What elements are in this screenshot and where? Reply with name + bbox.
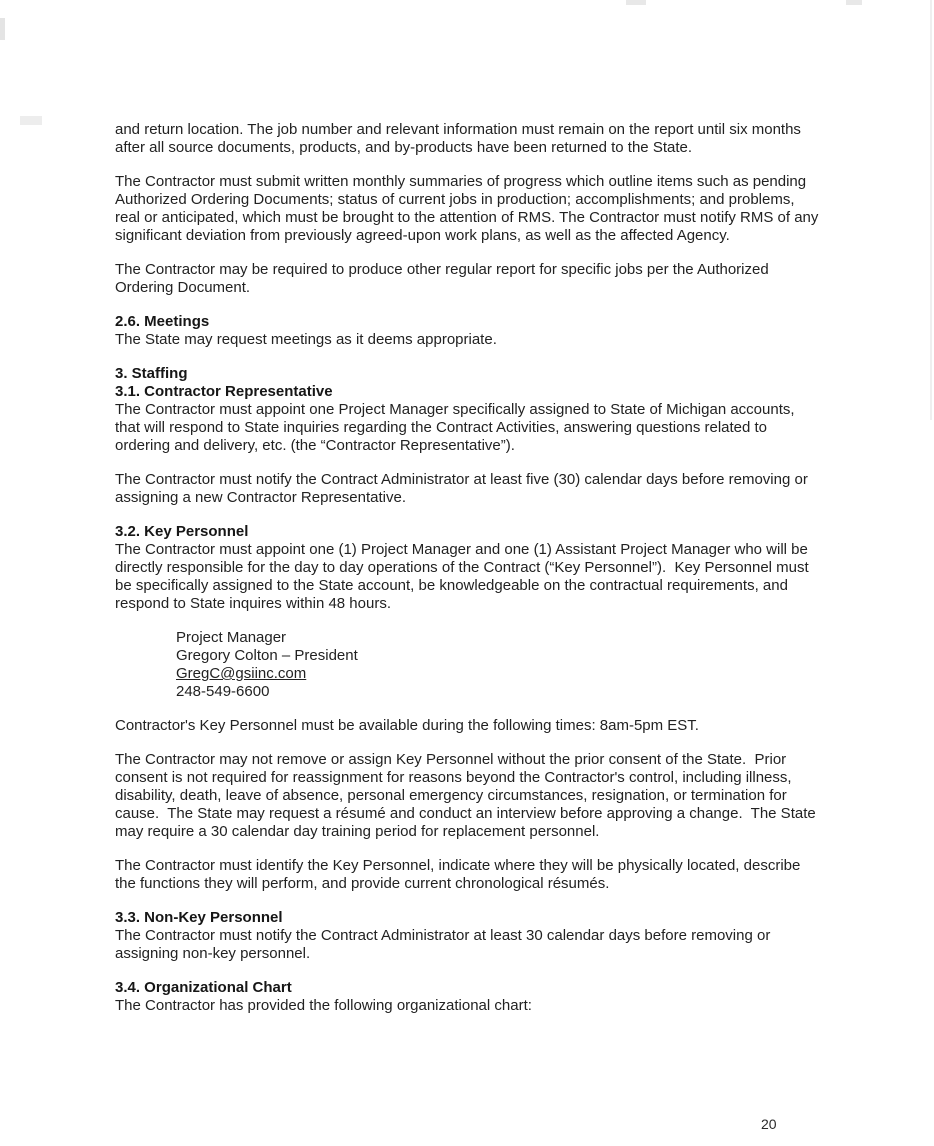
- paragraph: The Contractor must appoint one (1) Project Manager and one (1) Assistant Project Manager who will be directly responsible for the day to day operations of the Contract (“Key Personnel”). Key Personnel must be specifically assigned to the State account, be knowledgeable on the contractual requirements, and respond to State inquires within 48 hours.: [115, 541, 813, 612]
- scan-artifact: [930, 0, 932, 420]
- contact-phone: 248-549-6600: [176, 683, 270, 700]
- section-heading: 3.4. Organizational Chart: [115, 979, 292, 996]
- paragraph: The Contractor must notify the Contract Administrator at least five (30) calendar days before removing or assigning a new Contractor Representative.: [115, 471, 812, 506]
- contact-name: Gregory Colton – President: [176, 647, 358, 664]
- paragraph: The Contractor must appoint one Project Manager specifically assigned to State of Michigan accounts, that will respond to State inquiries regarding the Contract Activities, answering questions related to ordering and delivery, etc. (the “Contractor Representative”).: [115, 401, 799, 454]
- scan-artifact: [846, 0, 862, 5]
- paragraph: The Contractor may not remove or assign Key Personnel without the prior consent of the State. Prior consent is not required for reassignment for reasons beyond the Contractor's control, including illness, disability, death, leave of absence, personal emergency circumstances, resignation, or termination for cause. The State may request a résumé and conduct an interview before approving a change. The State may require a 30 calendar day training period for replacement personnel.: [115, 751, 820, 840]
- scan-artifact: [20, 116, 42, 125]
- email-link[interactable]: GregC@gsiinc.com: [176, 665, 307, 682]
- paragraph: Contractor's Key Personnel must be available during the following times: 8am-5pm EST.: [115, 717, 699, 734]
- paragraph: The State may request meetings as it deems appropriate.: [115, 331, 497, 348]
- paragraph: and return location. The job number and relevant information must remain on the report until six months after all source documents, products, and by-products have been returned to the State.: [115, 121, 806, 156]
- section-heading: 3.1. Contractor Representative: [115, 383, 333, 400]
- section-heading: 2.6. Meetings: [115, 313, 210, 330]
- paragraph: The Contractor must identify the Key Personnel, indicate where they will be physically located, describe the functions they will perform, and provide current chronological résumés.: [115, 857, 805, 892]
- paragraph: The Contractor has provided the following organizational chart:: [115, 997, 532, 1014]
- contact-block: [115, 629, 823, 701]
- section-heading: 3.3. Non-Key Personnel: [115, 909, 283, 926]
- section-heading: 3.2. Key Personnel: [115, 523, 249, 540]
- contact-role: Project Manager: [176, 629, 287, 646]
- scan-artifact: [626, 0, 646, 5]
- paragraph: The Contractor must notify the Contract Administrator at least 30 calendar days before removing or assigning non-key personnel.: [115, 927, 775, 962]
- scan-artifact: [0, 18, 5, 40]
- page-number: 20: [761, 1116, 777, 1132]
- section-heading: 3. Staffing: [115, 365, 188, 382]
- paragraph: The Contractor must submit written monthly summaries of progress which outline items such as pending Authorized Ordering Documents; status of current jobs in production; accomplishments; and problems, real or anticipated, which must be brought to the attention of RMS. The Contractor must notify RMS of any significant deviation from previously agreed-upon work plans, as well as the affected Agency.: [115, 173, 823, 244]
- document-content: [115, 121, 823, 1015]
- paragraph: The Contractor may be required to produce other regular report for specific jobs per the Authorized Ordering Document.: [115, 261, 773, 296]
